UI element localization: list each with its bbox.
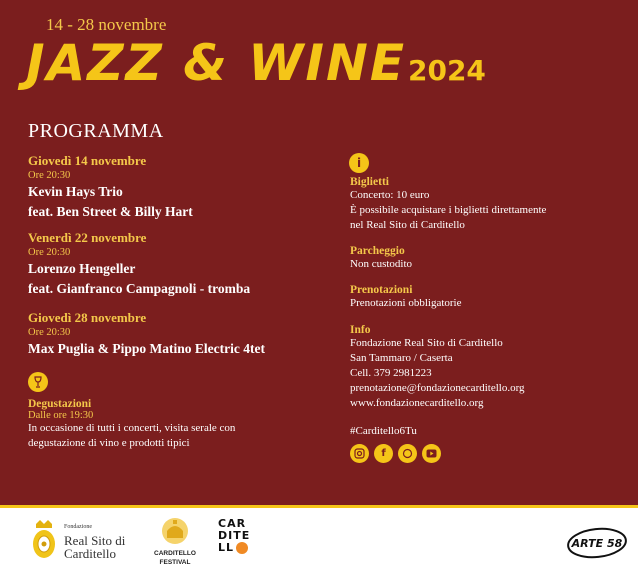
degustazioni-heading: Degustazioni	[28, 398, 92, 410]
logo1-small: Fondazione	[64, 523, 92, 530]
sponsor-footer	[0, 508, 638, 573]
info-phone: Cell. 379 2981223	[350, 367, 432, 379]
logo-real-sito	[28, 518, 125, 562]
degustazioni-block	[28, 398, 235, 451]
dome-icon	[160, 516, 190, 544]
wine-icon	[28, 372, 48, 392]
biglietti-text: È possibile acquistare i biglietti direttamente	[350, 204, 547, 216]
parcheggio-block	[350, 245, 412, 272]
event-2	[28, 230, 250, 298]
crest-icon	[28, 518, 60, 562]
real-sito-text	[64, 521, 125, 560]
prenotazioni-text: Prenotazioni obbligatorie	[350, 297, 462, 309]
info-icon: i	[349, 153, 369, 173]
youtube-icon[interactable]	[422, 444, 441, 463]
info-heading: Info	[350, 324, 371, 336]
cf-line2: FESTIVAL	[159, 559, 191, 566]
event-day: Giovedì 28 novembre	[28, 310, 147, 325]
logo-carditello-letters	[218, 518, 250, 554]
event-time: Ore 20:30	[28, 327, 71, 338]
biglietti-text: nel Real Sito di Carditello	[350, 219, 465, 231]
prenotazioni-block	[350, 284, 462, 311]
biglietti-heading: Biglietti	[350, 176, 389, 188]
info-org: Fondazione Real Sito di Carditello	[350, 337, 503, 349]
biglietti-block	[350, 176, 546, 233]
event-artist: Kevin Hays Trio	[28, 184, 123, 199]
info-location: San Tammaro / Caserta	[350, 352, 453, 364]
degustazioni-text: degustazione di vino e prodotti tipici	[28, 437, 190, 449]
cf-line1: CARDITELLO	[154, 550, 196, 557]
programma-heading: PROGRAMMA	[28, 120, 164, 142]
event-day: Giovedì 14 novembre	[28, 153, 147, 168]
event-3	[28, 310, 265, 358]
title-year: 2024	[407, 54, 486, 87]
social-links	[350, 444, 441, 463]
instagram-icon[interactable]	[350, 444, 369, 463]
info-block	[350, 324, 525, 411]
chat-bubble-icon	[236, 542, 248, 554]
arte58-text: ARTE 58	[571, 537, 623, 550]
parcheggio-text: Non custodito	[350, 258, 413, 270]
cd-line3: LL	[218, 541, 235, 554]
logo-arte58	[565, 526, 629, 564]
event-artist: Max Puglia & Pippo Matino Electric 4tet	[28, 341, 265, 356]
info-email[interactable]: prenotazione@fondazionecarditello.org	[350, 382, 525, 394]
event-artist-feat: feat. Gianfranco Campagnoli - tromba	[28, 281, 251, 296]
cd-line2: DITE	[218, 529, 251, 542]
logo1-line1: Real Sito di	[64, 532, 126, 548]
event-artist: Lorenzo Hengeller	[28, 261, 136, 276]
title-text: JAZZ & WINE	[26, 34, 406, 92]
poster-title	[26, 32, 486, 102]
biglietti-text: Concerto: 10 euro	[350, 189, 430, 201]
event-day: Venerdì 22 novembre	[28, 230, 147, 245]
event-time: Ore 20:30	[28, 170, 71, 181]
hashtag: #Carditello6Tu	[350, 425, 417, 437]
cd-line1: CAR	[218, 517, 247, 530]
logo-carditello-festival	[152, 516, 198, 566]
degustazioni-text: In occasione di tutti i concerti, visita serale con	[28, 422, 236, 434]
event-1	[28, 153, 193, 221]
event-artist-feat: feat. Ben Street & Billy Hart	[28, 204, 193, 219]
prenotazioni-heading: Prenotazioni	[350, 284, 413, 296]
parcheggio-heading: Parcheggio	[350, 245, 405, 257]
degustazioni-time: Dalle ore 19:30	[28, 410, 94, 421]
facebook-icon[interactable]: f	[374, 444, 393, 463]
whatsapp-icon[interactable]	[398, 444, 417, 463]
event-time: Ore 20:30	[28, 247, 71, 258]
info-website[interactable]: www.fondazionecarditello.org	[350, 397, 484, 409]
logo1-line2: Carditello	[64, 545, 116, 561]
event-dates: 14 - 28 novembre	[46, 15, 167, 34]
